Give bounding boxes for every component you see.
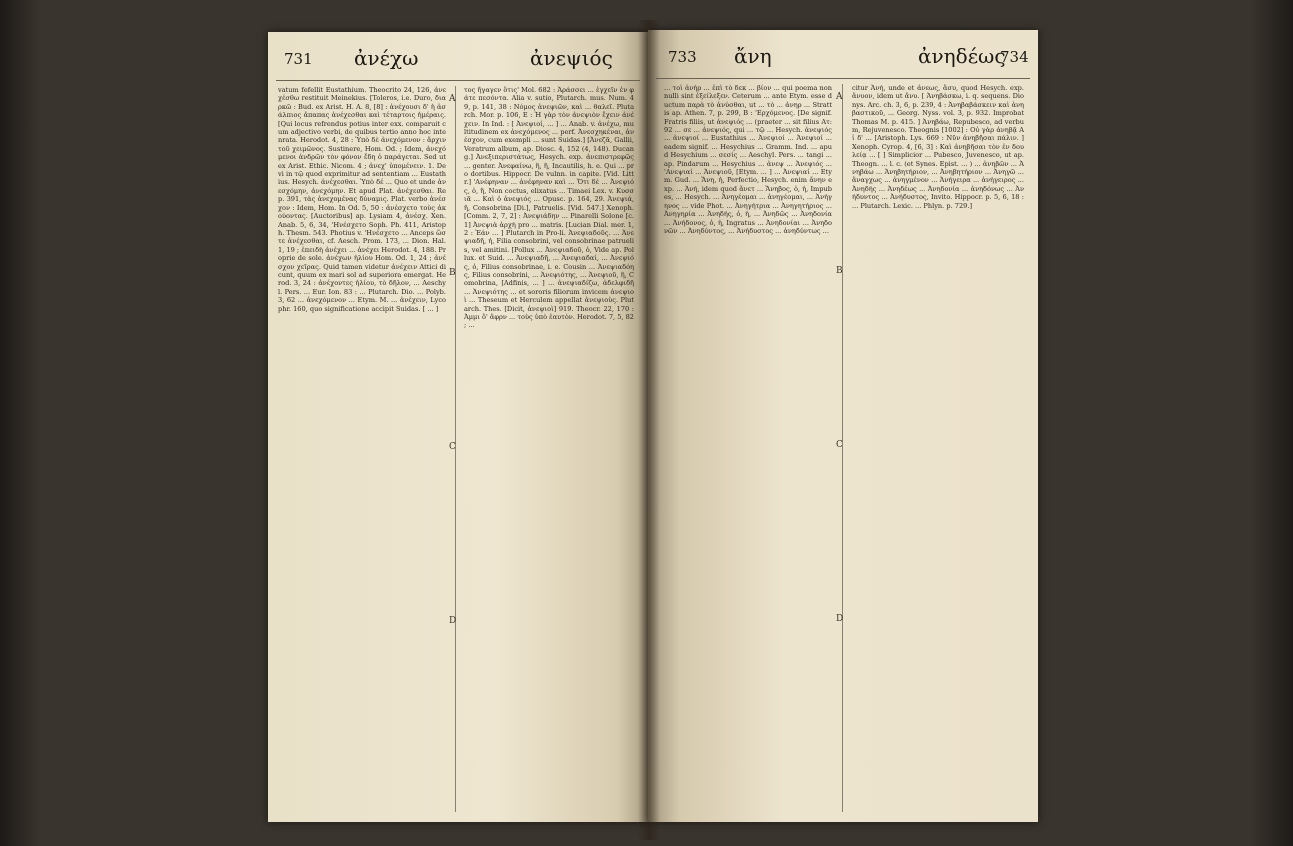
margin-letter: B [836,266,843,276]
right-page-number: 734 [1000,48,1029,66]
margin-letter: B [449,268,456,278]
left-page-header [268,42,648,76]
text-column-b [852,84,1024,814]
margin-letter: A [836,92,843,102]
right-page-headword-left: ἄνη [734,44,772,68]
left-headword: ἀνέχω [354,46,419,70]
margin-letter: D [836,614,844,624]
left-page [268,32,648,822]
margin-letter: C [449,442,456,452]
margin-letter: A [449,94,456,104]
margin-letter: C [836,440,843,450]
book-gutter [638,20,660,840]
column-text: citur Ἀνή, unde et ἀνεως, ἄσυ, quod Hesych. exp. ἄνυον, idem ut ἄνυ. [ Ἀνηβάσκω, i. q. sequens. Dionys. Arc. ch. 3, 6, p. 239, 4 : Ἀνηβαβάσκειν καὶ ἀνηβαστικοῦ, ... Georg. Nyss. vol. 3, p. 932. Improbat Thomas M. p. 415. ] Ἀνηβάω, Repubesco, ad verbum, Rejuvenesco. Theognis [1002] : Οὐ γὰρ ἀνηβᾷ Aἱ δ' ... [Aristoph. Lys. 669 : Νῦν ἀνηβῆσαι πάλιν. ] Xenoph. Cyrop. 4, [6, 3] : Καὶ ἀνηβῆσαι τὸν ἐν δουλείᾳ ... [ ] Simplicior ... Pubesco, Juvenesco, ut ap. Theogn. ... l. c. (et Synes. Epist. ... ) ... ἀνηβῶν ... Ἀνηβάω ... Ἀνηβητήριον, ... Ἀνηβητήριον ... Ἀνηγῶ ... ἄναγχως ... ἀνηγμένον ... Ἀνήγειρα ... ἀνήγειρος ... Ἀνηδής ... Ἀνηδέως ... Ἀνηδονία ... ἀνηδόνως ... Ἀνήδυντος ... Ἀνήδυστος, Invito. Hippocr. p. 5, 6, 18 : ... Plutarch. Lexic. ... Phlyn. p. 729.] [852,84,1024,210]
right-headword: ἀνεψιός [530,46,613,70]
right-page-headword-right: ἀνηδέως [918,44,1006,68]
text-column-a [278,86,446,814]
right-page-left-number: 733 [668,48,697,66]
margin-letter: D [449,616,457,626]
text-column-b [464,86,634,814]
text-column-a [664,84,832,814]
right-page [648,30,1038,822]
column-text: vatum fefellit Eustathium. Theocrito 24, 126, ἀνεχέσθω restituit Meinekius. [Toleros, i.e. Duro, διαρκῶ : Bud. ex Arist. H. A. 8, [8] : ἀνέχουσι δ' ἡ ἀσάλπιος ἄπαπας ἀνέχεσθαι καὶ τέταρτοις ἡμέραις. [Qui locus refrendus potius inter exx. comparuit cum adjectivo verbi, de quibus tertio anno hoc intenrata. Herodot. 4, 28 : Ὑπὸ δὲ ἀνεχόμενον : ἄρχιν τοῦ χειμῶνος. Sustinere, Hom. Od. ; Idem, ἀνεχόμενοι ἀνδρῶν τὸν φόνον ἔδη ὁ παράγεται. Sed ut ex Arist. Ethic. Nicom. 4 ; ἀνεχ' ὑπομένειν. 1. De vi in τῷ quod exprimitur ad sententiam ... Eustathius. Hesych. ἀνέχεσθαι. Ὑπὸ δέ ... Quo et unde ἀνεσχόμην, ἀνεχόμην. Et apud Plat. ἀνέχεσθαι. Rep. 391, τὰς ἀνεχομένας δύναμις. Plat. verbo ἀνέσχον : Idem, Hom. In Od. 5, 50 : ἀνέσχετο τοὺς ἀκούοντας. [Auctoribus] ap. Lysiam 4, ἀνέσχ. Xen. Anab. 5, 6, 34, 'Ηνέσχετο Soph. Ph. 411, Aristoph. Thesm. 543. Photius v. 'Ηνέσχετο ... Anceps ὥστε ἀνέχεσθαι, cf. Aesch. Prom. 173, ... Dion. Hal. 1, 19 ; ἐπειδὴ ἀνέχει ... ἀνέχει Herodot. 4, 188. Proprie de sole. ἀνέχων ἡλίου Hom. Od. 1, 24 ; ἀνέσχον χεῖρας. Quid tamen videtur ἀνέχειν Attici dicunt, quum ex mari sol ad superiora emergat. Herod. 3, 24 : ἀνέχοντες ἡλίου, τὸ δῆλον, ... Aeschyl. Pers. ... Eur. Ion. 83 : ... Plutarch. Dio. ... Polyb. 3, 62 ... ἀνεχόμενον ... Etym. M. ... ἀνέχειν, Lycophr. 160, quo significatione accipit Suidas. [ ... ] [278,86,446,313]
right-page-header [648,40,1038,74]
column-text: ... τοὶ ἀνὴρ ... ἐπὶ τὸ δεκ ... βίον ... qui poema nonnulli sint ἐξείλεξεν. Ceterum ... ante Etym. esse ductum παρὰ τὸ ἀνύσθαι, ut ... τὸ ... ἀνηρ ... Strattis ap. Athen. 7, p. 299, B : 'Ερχόμενος. [De signif. Fratris filiis, ut ἀνεψιός ... (praeter ... sit filius Ατ: 92 ... σε ... ἀνεψιός, qui ... τῷ ... Hesych. ἀνεψιός ... ἀνεψιοί ... Eustathius ... Ἀνεψιοί ... Ἀνεψιοί ... eadem signif. ... Hesychius ... Gramm. Ind. ... apud Hesychium ... σεσίς ... Aeschyl. Pers. ... tangi ... ap. Pindarum ... Hesychius ... ἀνεψ ... Ἀνεψιός ... 'Ανεψιαί ... Ἀνεψιοῦ, [Etym. ... ] ... Ἀνεψιαί ... Etym. Gud. ... Ἄνη, ἡ, Perfectio, Hesych. enim ἄνην exp. ... Ἀνή, idem quod ἄνετ ... Ἄνηβος, ὁ, ἡ, Impubes, ... Hesych. ... Ἀνηγέομαι ... ἀνηγέομαι, ... Ἀνήγηνος ... vide Phot. ... Ἀνηγήτρια ... Ἀνηγητήριος ... Ἀνηγηρία ... Ἀνηδής, ὁ, ἡ, ... Ἀνηδῶς ... Ἀνηδονία ... Ἀνήδονος, ὁ, ἡ, Ingratus ... Ἀνηδονίαι ... Ἀνηδονῶν ... Ἀνηδύντος, ... Ἀνήδυστος ... ἀνηδύντως ... [664,84,832,235]
left-page-number: 731 [284,50,313,68]
header-rule [656,78,1030,79]
column-text: τος ἤγαγεν ὅτις' Mol. 682 : Ἀράσσει ... ἐγχεῖν ἐν φάτε πεσόντα. Alia v. sutio, Plutarch. mus. Num. 49, p. 141, 38 : Νόμος ἀνεψιῶν, καὶ ... θαλεῖ. Plutarch. Mor. p. 106, E : Ἡ γὰρ τὸν ἀνεψιὸν ἔχειν ἀνέχειν. In Ind. : [ Ἀνεψιοί, ... ] ... Anab. v. ἀνέχω, multitudinem ex ἀνεχόμενος ... perf. Ἀνεσχηκέναι, ἀνέσχον, cum exempli ... sunt Suidas.] [Ἀνεζᾶ, Gallii, Veratrum album, ap. Diosc. 4, 152 (4, 148). Ducang.] Ἀνεξιπεριστάτως, Hesych. exp. ἀνεπιστρεφῶς ... genter. Ἀνεφαίνω, ἢ, ἢ, Incautilis, h. e. Qui ... pro dortibus. Hippocr. De vulnn. in capite. [Vid. Littr.] 'Ανέφηναν ... ἀνέφηναν καὶ ... Ὅτι δὲ ... Ἀνεψιός, ὁ, ἢ, Non coctus, elixatus ... Timaei Lex. v. Κυσσιᾶ ... Καὶ ὁ ἀνεψιός ... Opusc. p. 164, 29. Ἀνεψιά, ἢ, Consobrina [Di.], Patruelis. [Vid. 547.] Xenoph. [Comm. 2, 7, 2] : Ἀνεψιάδην ... Pinarelli Solonе [c. 1] Ἀνεψιὰ ἀρχὴ pro ... matris. [Lucian Dial. mer. 1, 2 : Ἐάν ... ] Plutarch in Pro-li. Ἀνεψιαδοῦς. ... Ἀνεψιαδῆ, ἡ, Filia consobrini, vel consobrinae patruelis, vel amitini. [Pollux ... Ἀνεψιαδοῦ, ὁ, Vide ap. Pollux. et Suid. ... Ἀνεψιαδῆ, ... Ἀνεψιαδαί, ... Ἀνεψιός, ὁ, Filius consobrinae, i. e. Cousin ... Ἀνεψιαδόης, Filius consobrini, ... Ἀνεψιότης, ... Ἀνεψιοῦ, ἢ, Comobrina, [Adfinis, ... ] ... ἀνεψιαδίζω, ἀδελφιδῆ ... Ἀνεψιότης ... et sororis filiorum invicem ἀνεψιοὶ ... Theseum et Herculem appellat ἀνεψιοὺς. Plutarch. Thes. [Dicit, ἀνεψιοὶ] 919. Theocr. 22, 170 : Ἀμμι ὅ' ἄφρν ... τοὺς ὑπὸ ἑαυτὸν. Herodot. 7, 5, 82 ; ... [464,86,634,330]
header-rule [276,80,640,81]
